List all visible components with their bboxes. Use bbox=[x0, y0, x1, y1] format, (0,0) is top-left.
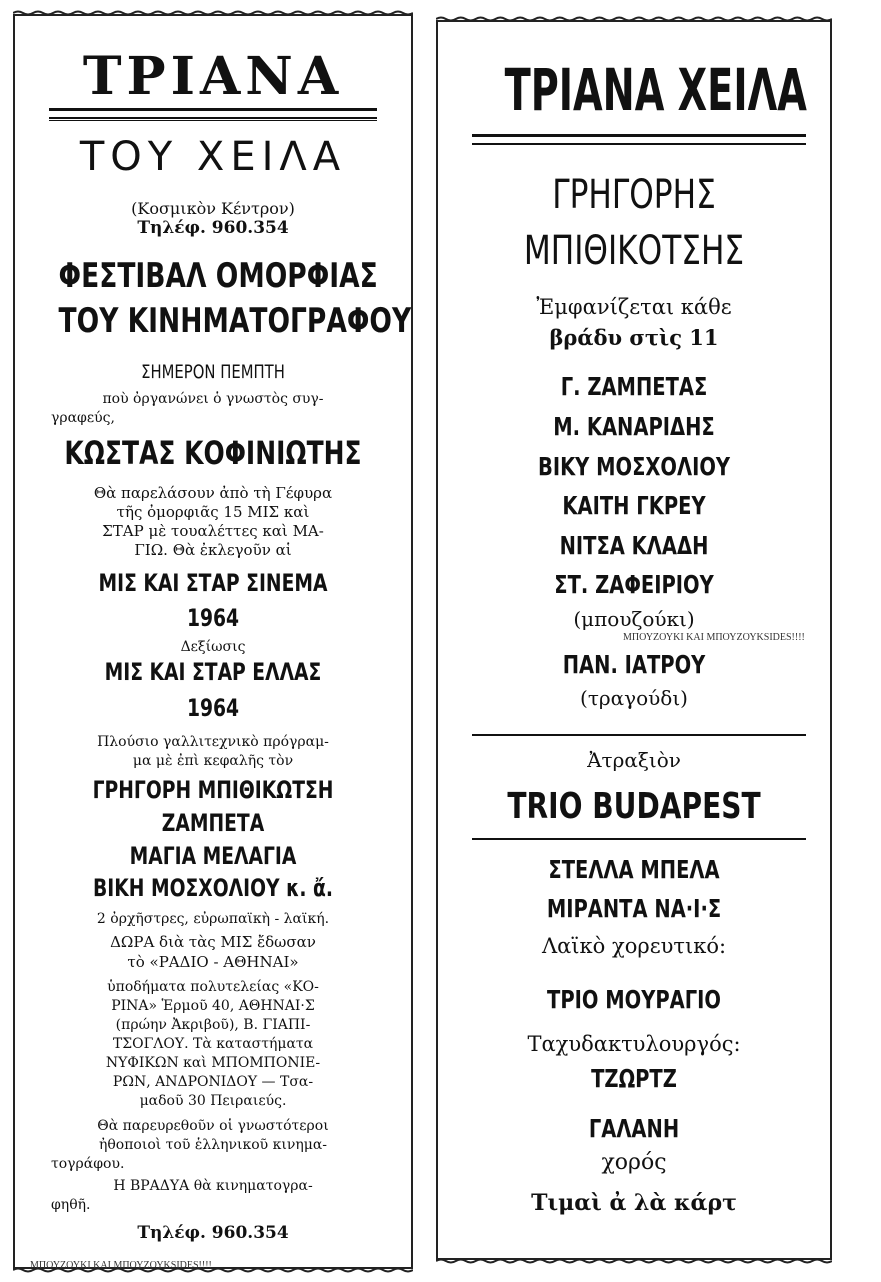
shops-line3: (πρώην Ἀκριβοῦ), Β. ΓΙΑΠΙ- bbox=[115, 1017, 311, 1033]
dancer-2: ΜΙΡΑΝΤΑ ΝΑ·Ι·Σ bbox=[546, 894, 722, 923]
today: ΣΗΜΕΡΟΝ ΠΕΜΠΤΗ bbox=[141, 361, 285, 383]
divider-1 bbox=[472, 734, 806, 736]
singer: ΠΑΝ. ΙΑΤΡΟΥ bbox=[562, 650, 706, 679]
parade-line4: ΓΙΩ. Θὰ ἐκλεγοῦν αἱ bbox=[134, 541, 292, 559]
gifts-line1: ΔΩΡΑ διὰ τὰς ΜΙΣ ἔδωσαν bbox=[110, 933, 316, 951]
dancer-1: ΣΤΕΛΛΑ ΜΠΕΛΑ bbox=[548, 855, 720, 884]
headliner-line1: ΓΡΗΓΟΡΗΣ bbox=[552, 172, 716, 218]
performer-3: ΒΙΚΥ ΜΟΣΧΟΛΙΟΥ bbox=[537, 452, 731, 481]
appears-line2: βράδυ στὶς 11 bbox=[549, 325, 719, 350]
left-title: ΤΡΙΑΝΑ bbox=[82, 46, 344, 107]
performer-6: ΣΤ. ΖΑΦΕΙΡΙΟΥ bbox=[554, 570, 714, 599]
shops-line4: ΤΣΟΓΛΟΥ. Τὰ καταστήματα bbox=[112, 1036, 314, 1052]
singer-role: (τραγούδι) bbox=[580, 686, 688, 710]
year1: 1964 bbox=[186, 604, 240, 632]
appears-line1: Ἐμφανίζεται κάθε bbox=[536, 295, 732, 319]
wavy-border-top-right bbox=[436, 16, 832, 22]
shops-line1: ὑποδήματα πολυτελείας «ΚΟ- bbox=[107, 979, 319, 995]
performer-2: Μ. ΚΑΝΑΡΙΔΗΣ bbox=[553, 412, 715, 441]
performer-5: ΝΙΤΣΑ ΚΛΑΔΗ bbox=[559, 531, 709, 560]
performer-4: ΚΑΙΤΗ ΓΚΡΕΥ bbox=[562, 491, 706, 520]
folk-dance: Λαϊκὸ χορευτικό: bbox=[541, 934, 727, 958]
dexiosis: Δεξίωσις bbox=[180, 639, 246, 655]
dance: χορός bbox=[601, 1150, 667, 1175]
miss-ellas: ΜΙΣ ΚΑΙ ΣΤΑΡ ΕΛΛΑΣ bbox=[104, 658, 322, 686]
artist-4: ΒΙΚΗ ΜΟΣΧΟΛΙΟΥ κ. ἄ. bbox=[93, 874, 333, 902]
artist-1: ΓΡΗΓΟΡΗ ΜΠΙΘΙΚΩΤΣΗ bbox=[92, 776, 334, 804]
filmed-line2: φηθῆ. bbox=[51, 1197, 91, 1213]
year2: 1964 bbox=[186, 694, 240, 722]
headliner-line2: ΜΠΙΘΙΚΟΤΣΗΣ bbox=[523, 228, 745, 274]
title-rule-thin bbox=[49, 120, 377, 121]
artist-2: ΖΑΜΠΕΤΑ bbox=[161, 809, 265, 837]
actors-line1: Θὰ παρευρεθοῦν οἱ γνωστότεροι bbox=[97, 1118, 329, 1134]
right-title: ΤΡΙΑΝΑ ΧΕΙΛΑ bbox=[504, 56, 807, 124]
organizer-line2: γραφεύς, bbox=[51, 410, 115, 426]
left-advertisement bbox=[13, 14, 413, 1269]
galani: ΓΑΛΑΝΗ bbox=[588, 1114, 680, 1143]
shops-line7: μαδοῦ 30 Πειραιεύς. bbox=[139, 1093, 287, 1109]
phone-bottom: Τηλέφ. 960.354 bbox=[137, 1223, 289, 1243]
venue-note: (Κοσμικὸν Κέντρον) bbox=[131, 199, 295, 218]
miss-cinema: ΜΙΣ ΚΑΙ ΣΤΑΡ ΣΙΝΕΜΑ bbox=[98, 569, 328, 597]
wavy-border-bottom-right bbox=[436, 1258, 832, 1264]
parade-line2: τῆς ὀμορφιᾶς 15 ΜΙΣ καὶ bbox=[116, 503, 310, 521]
shops-line6: ΡΩΝ, ΑΝΔΡΟΝΙΔΟΥ — Τσα- bbox=[112, 1074, 314, 1090]
act: TRIO BUDAPEST bbox=[507, 786, 761, 827]
parade-line1: Θὰ παρελάσουν ἀπὸ τὴ Γέφυρα bbox=[93, 484, 333, 502]
watermark-right: ΜΠΟΥΖΟΥΚΙ ΚΑΙ ΜΠΟΥΖΟΥΚSIDES!!!! bbox=[623, 632, 805, 643]
orchestras: 2 ὀρχῆστρες, εὐρωπαϊκὴ - λαϊκή. bbox=[96, 911, 330, 927]
magician-label: Ταχυδακτυλουργός: bbox=[527, 1032, 741, 1056]
gifts-line2: τὸ «ΡΑΔΙΟ - ΑΘΗΝΑΙ» bbox=[127, 953, 299, 971]
performer-1: Γ. ΖΑΜΠΕΤΑΣ bbox=[560, 372, 708, 401]
program-line1: Πλούσιο γαλλιτεχνικὸ πρόγραμ- bbox=[97, 734, 329, 750]
artist-3: ΜΑΓΙΑ ΜΕΛΑΓΙΑ bbox=[129, 842, 297, 870]
festival-line1: ΦΕΣΤΙΒΑΛ ΟΜΟΡΦΙΑΣ bbox=[58, 256, 378, 296]
shops-line2: ΡΙΝΑ» Ἑρμοῦ 40, ΑΘΗΝΑΙ·Σ bbox=[111, 998, 315, 1014]
left-subtitle: ΤΟΥ ΧΕΙΛΑ bbox=[79, 134, 347, 180]
right-title-rule bbox=[472, 134, 806, 145]
phone-top: Τηλέφ. 960.354 bbox=[137, 218, 289, 238]
filmed-line1: Η ΒΡΑΔΥΑ θὰ κινηματογρα- bbox=[113, 1178, 313, 1194]
instrument: (μπουζούκι) bbox=[573, 607, 695, 631]
prices: Τιμαὶ ἀ λὰ κάρτ bbox=[531, 1190, 737, 1216]
watermark-bottom: ΜΠΟΥΖΟΥΚΙ ΚΑΙ ΜΠΟΥΖΟΥΚSIDES!!!! bbox=[30, 1260, 212, 1271]
attraction: Ἀτραξιὸν bbox=[587, 748, 681, 772]
festival-line2: ΤΟΥ ΚΙΝΗΜΑΤΟΓΡΑΦΟΥ bbox=[58, 301, 412, 341]
actors-line3: τογράφου. bbox=[51, 1156, 125, 1172]
title-rule bbox=[49, 108, 377, 119]
magician: ΤΖΩΡΤΖ bbox=[591, 1064, 677, 1093]
organizer-line1: ποὺ ὀργανώνει ὁ γνωστὸς συγ- bbox=[102, 391, 324, 407]
divider-2 bbox=[472, 838, 806, 840]
actors-line2: ἠθοποιοὶ τοῦ ἑλληνικοῦ κινημα- bbox=[98, 1137, 328, 1153]
wavy-border-top bbox=[13, 10, 413, 16]
folk-group: ΤΡΙΟ ΜΟΥΡΑΓΙΟ bbox=[547, 985, 721, 1014]
program-line2: μα μὲ ἐπὶ κεφαλῆς τὸν bbox=[132, 753, 294, 769]
parade-line3: ΣΤΑΡ μὲ τουαλέττες καὶ ΜΑ- bbox=[102, 522, 324, 540]
shops-line5: ΝΥΦΙΚΩΝ καὶ ΜΠΟΜΠΟΝΙΕ- bbox=[105, 1055, 321, 1071]
organizer-name: ΚΩΣΤΑΣ ΚΟΦΙΝΙΩΤΗΣ bbox=[64, 434, 362, 472]
